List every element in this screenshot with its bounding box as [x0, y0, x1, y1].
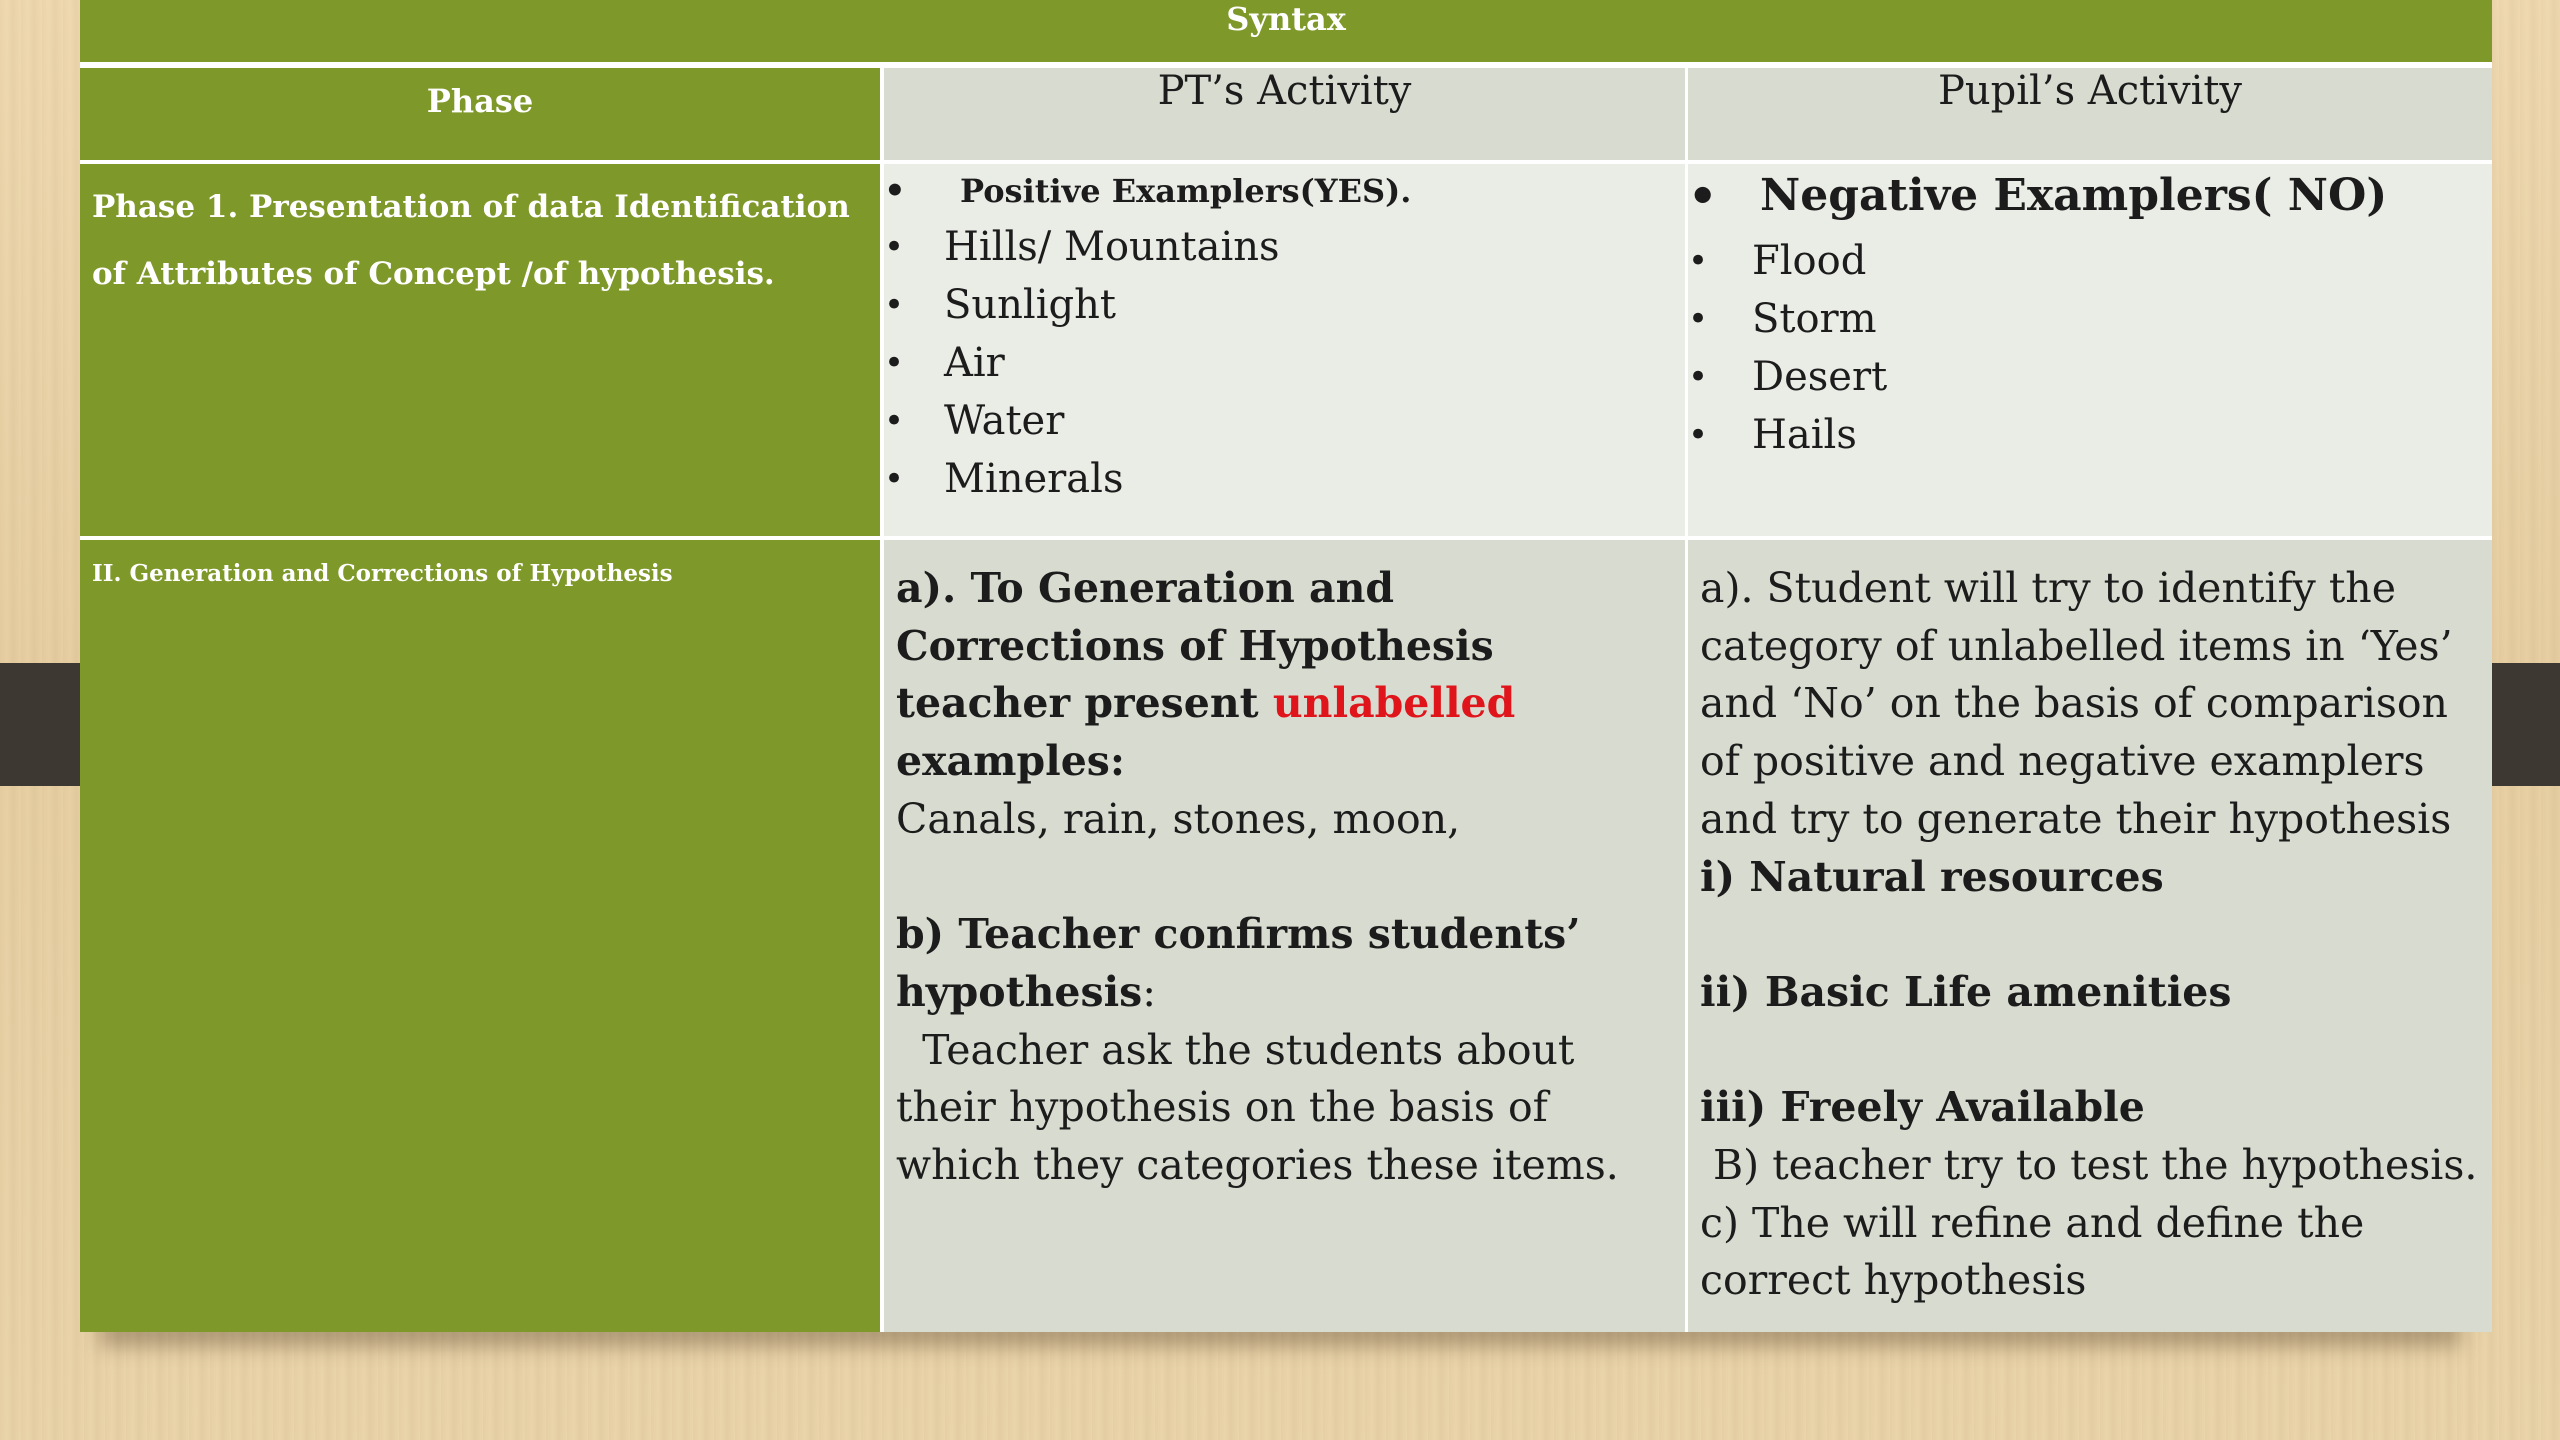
phase-1-label: Phase 1. Presentation of data Identification of Attributes of Concept /of hypothesis.	[92, 189, 850, 292]
list-item: • Positive Examplers(YES).	[884, 171, 1412, 211]
header-phase: Phase	[80, 68, 884, 164]
unlabelled-highlight: unlabelled	[1272, 679, 1516, 728]
list-item: • Flood	[1688, 238, 1867, 284]
list-item: • Desert	[1688, 354, 1888, 400]
background-band-left	[0, 663, 82, 786]
positive-examplers-list	[884, 164, 1685, 508]
list-item: • Water	[884, 398, 1065, 444]
syntax-table	[80, 0, 2492, 1332]
list-item: • Negative Examplers( NO)	[1688, 169, 2388, 223]
pt-activity-text: a). To Generation and Corrections of Hypothesis teacher present unlabelled examples: Canals, rain, stones, moon, b) Teacher confirms students’ hypothesis: Teacher ask the students about their hypothesis on the basis of which they categories these items.	[896, 564, 1619, 1190]
list-item: • Air	[884, 340, 1005, 386]
slide	[80, 0, 2492, 1332]
negative-examplers-list	[1688, 164, 2492, 464]
list-item: • Minerals	[884, 456, 1124, 502]
list-item: • Storm	[1688, 296, 1877, 342]
phase-1-cell	[80, 164, 884, 540]
pupil-activity-text: a). Student will try to identify the category of unlabelled items in ‘Yes’ and ‘No’ on the basis of comparison of positive and negative examplers and try to generate their hypothesis i) Natural resources ii) Basic Life amenities iii) Freely Available B) teacher try to test the hypothesis. c) The will refine and define the correct hypothesis	[1700, 564, 2478, 1305]
pt-activity-phase-2	[884, 540, 1688, 1332]
header-pupil-activity: Pupil’s Activity	[1688, 68, 2492, 164]
pupil-activity-phase-1	[1688, 164, 2492, 540]
background-band-right	[2492, 663, 2560, 786]
list-item: • Hills/ Mountains	[884, 224, 1280, 270]
header-pt-activity: PT’s Activity	[884, 68, 1688, 164]
pupil-activity-phase-2	[1688, 540, 2492, 1332]
phase-2-cell	[80, 540, 884, 1332]
list-item: • Hails	[1688, 412, 1857, 458]
phase-2-label: II. Generation and Corrections of Hypothesis	[92, 560, 673, 587]
pt-activity-phase-1	[884, 164, 1688, 540]
list-item: • Sunlight	[884, 282, 1116, 328]
table-title: Syntax	[80, 0, 2492, 68]
